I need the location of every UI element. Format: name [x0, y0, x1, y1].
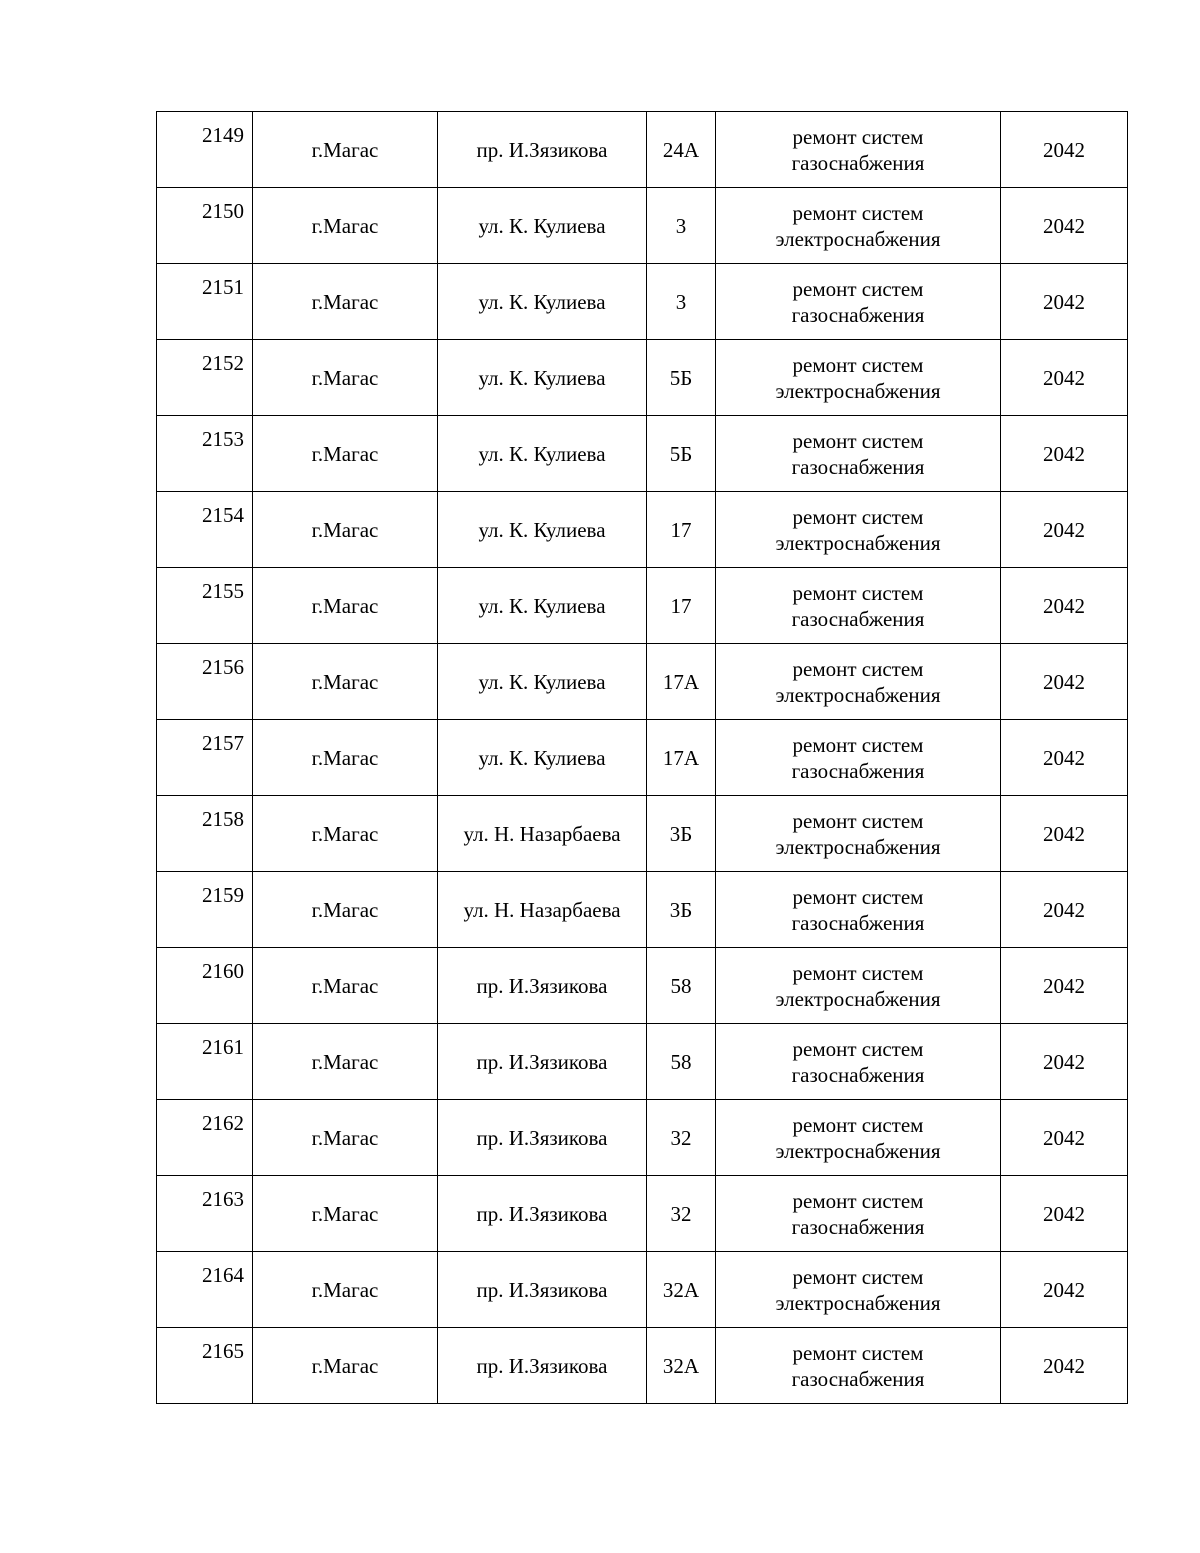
house-cell: 3Б [647, 796, 716, 872]
work-type-line-2: газоснабжения [791, 150, 925, 175]
house-cell: 3 [647, 264, 716, 340]
city-cell: г.Магас [253, 644, 438, 720]
street-cell: ул. К. Кулиева [438, 568, 647, 644]
table-row [157, 188, 1128, 264]
year-cell: 2042 [1001, 340, 1128, 416]
city-cell: г.Магас [253, 112, 438, 188]
street-cell: ул. К. Кулиева [438, 720, 647, 796]
year-cell: 2042 [1001, 796, 1128, 872]
row-number: 2160 [157, 948, 253, 1024]
work-type-cell [716, 112, 1001, 188]
work-type-line-1: ремонт систем [792, 124, 924, 149]
year-cell: 2042 [1001, 872, 1128, 948]
city-cell: г.Магас [253, 492, 438, 568]
house-cell: 17 [647, 568, 716, 644]
city-cell: г.Магас [253, 1328, 438, 1404]
table-row [157, 1328, 1128, 1404]
row-number: 2155 [157, 568, 253, 644]
row-number: 2164 [157, 1252, 253, 1328]
work-type-line-1: ремонт систем [792, 276, 924, 301]
row-number: 2151 [157, 264, 253, 340]
work-type-line-1: ремонт систем [792, 504, 924, 529]
work-type-cell [716, 644, 1001, 720]
work-type-cell [716, 1252, 1001, 1328]
table-row [157, 872, 1128, 948]
table-row [157, 644, 1128, 720]
row-number: 2150 [157, 188, 253, 264]
work-type-cell [716, 188, 1001, 264]
city-cell: г.Магас [253, 264, 438, 340]
work-type-cell [716, 1100, 1001, 1176]
table-row [157, 1024, 1128, 1100]
year-cell: 2042 [1001, 720, 1128, 796]
row-number: 2156 [157, 644, 253, 720]
work-type-cell [716, 720, 1001, 796]
work-type-line-1: ремонт систем [792, 352, 924, 377]
work-type-line-2: электроснабжения [775, 986, 941, 1011]
work-type-line-1: ремонт систем [792, 200, 924, 225]
year-cell: 2042 [1001, 492, 1128, 568]
row-number: 2154 [157, 492, 253, 568]
row-number: 2162 [157, 1100, 253, 1176]
work-type-cell [716, 568, 1001, 644]
work-type-line-2: газоснабжения [791, 1214, 925, 1239]
year-cell: 2042 [1001, 1024, 1128, 1100]
house-cell: 17 [647, 492, 716, 568]
work-type-line-2: электроснабжения [775, 1138, 941, 1163]
work-type-cell [716, 1024, 1001, 1100]
row-number: 2157 [157, 720, 253, 796]
year-cell: 2042 [1001, 1176, 1128, 1252]
work-type-line-2: электроснабжения [775, 1290, 941, 1315]
year-cell: 2042 [1001, 644, 1128, 720]
city-cell: г.Магас [253, 720, 438, 796]
house-cell: 3 [647, 188, 716, 264]
house-cell: 58 [647, 948, 716, 1024]
row-number: 2152 [157, 340, 253, 416]
work-type-line-2: электроснабжения [775, 682, 941, 707]
work-type-line-2: электроснабжения [775, 530, 941, 555]
street-cell: пр. И.Зязикова [438, 948, 647, 1024]
house-cell: 58 [647, 1024, 716, 1100]
year-cell: 2042 [1001, 948, 1128, 1024]
street-cell: пр. И.Зязикова [438, 112, 647, 188]
table-row [157, 112, 1128, 188]
work-type-line-1: ремонт систем [792, 1264, 924, 1289]
table-row [157, 568, 1128, 644]
table-body [157, 112, 1128, 1404]
work-type-line-1: ремонт систем [792, 428, 924, 453]
table-row [157, 796, 1128, 872]
table-row [157, 948, 1128, 1024]
house-cell: 5Б [647, 416, 716, 492]
year-cell: 2042 [1001, 1100, 1128, 1176]
table-row [157, 340, 1128, 416]
work-type-cell [716, 948, 1001, 1024]
table-row [157, 264, 1128, 340]
street-cell: ул. К. Кулиева [438, 264, 647, 340]
work-type-line-2: газоснабжения [791, 1366, 925, 1391]
street-cell: ул. К. Кулиева [438, 340, 647, 416]
year-cell: 2042 [1001, 1328, 1128, 1404]
work-type-line-1: ремонт систем [792, 960, 924, 985]
street-cell: ул. К. Кулиева [438, 492, 647, 568]
work-type-line-1: ремонт систем [792, 808, 924, 833]
year-cell: 2042 [1001, 1252, 1128, 1328]
city-cell: г.Магас [253, 1100, 438, 1176]
work-type-line-2: газоснабжения [791, 302, 925, 327]
street-cell: пр. И.Зязикова [438, 1252, 647, 1328]
city-cell: г.Магас [253, 872, 438, 948]
street-cell: ул. К. Кулиева [438, 644, 647, 720]
year-cell: 2042 [1001, 416, 1128, 492]
work-type-cell [716, 492, 1001, 568]
street-cell: пр. И.Зязикова [438, 1328, 647, 1404]
work-type-cell [716, 340, 1001, 416]
work-type-line-2: электроснабжения [775, 834, 941, 859]
work-type-line-1: ремонт систем [792, 580, 924, 605]
row-number: 2161 [157, 1024, 253, 1100]
document-page [156, 111, 1127, 1404]
work-type-line-2: газоснабжения [791, 1062, 925, 1087]
work-type-cell [716, 1328, 1001, 1404]
work-type-line-2: электроснабжения [775, 378, 941, 403]
work-type-cell [716, 416, 1001, 492]
year-cell: 2042 [1001, 188, 1128, 264]
street-cell: пр. И.Зязикова [438, 1024, 647, 1100]
work-type-cell [716, 1176, 1001, 1252]
house-cell: 5Б [647, 340, 716, 416]
house-cell: 32А [647, 1252, 716, 1328]
row-number: 2159 [157, 872, 253, 948]
city-cell: г.Магас [253, 188, 438, 264]
table-row [157, 720, 1128, 796]
street-cell: ул. Н. Назарбаева [438, 872, 647, 948]
work-type-line-2: электроснабжения [775, 226, 941, 251]
repair-schedule-table [156, 111, 1128, 1404]
city-cell: г.Магас [253, 340, 438, 416]
work-type-line-1: ремонт систем [792, 1340, 924, 1365]
city-cell: г.Магас [253, 1252, 438, 1328]
work-type-cell [716, 264, 1001, 340]
year-cell: 2042 [1001, 112, 1128, 188]
work-type-line-2: газоснабжения [791, 758, 925, 783]
row-number: 2149 [157, 112, 253, 188]
work-type-cell [716, 796, 1001, 872]
street-cell: пр. И.Зязикова [438, 1100, 647, 1176]
table-row [157, 1252, 1128, 1328]
year-cell: 2042 [1001, 264, 1128, 340]
house-cell: 32 [647, 1176, 716, 1252]
table-row [157, 1176, 1128, 1252]
table-row [157, 416, 1128, 492]
work-type-line-2: газоснабжения [791, 910, 925, 935]
row-number: 2153 [157, 416, 253, 492]
work-type-line-1: ремонт систем [792, 732, 924, 757]
work-type-line-1: ремонт систем [792, 1036, 924, 1061]
year-cell: 2042 [1001, 568, 1128, 644]
house-cell: 24А [647, 112, 716, 188]
house-cell: 3Б [647, 872, 716, 948]
row-number: 2165 [157, 1328, 253, 1404]
street-cell: пр. И.Зязикова [438, 1176, 647, 1252]
table-row [157, 492, 1128, 568]
house-cell: 32А [647, 1328, 716, 1404]
city-cell: г.Магас [253, 796, 438, 872]
work-type-line-1: ремонт систем [792, 884, 924, 909]
work-type-line-1: ремонт систем [792, 1188, 924, 1213]
street-cell: ул. Н. Назарбаева [438, 796, 647, 872]
street-cell: ул. К. Кулиева [438, 416, 647, 492]
row-number: 2158 [157, 796, 253, 872]
work-type-line-1: ремонт систем [792, 656, 924, 681]
house-cell: 32 [647, 1100, 716, 1176]
work-type-line-2: газоснабжения [791, 606, 925, 631]
house-cell: 17А [647, 720, 716, 796]
street-cell: ул. К. Кулиева [438, 188, 647, 264]
city-cell: г.Магас [253, 1176, 438, 1252]
city-cell: г.Магас [253, 1024, 438, 1100]
work-type-line-2: газоснабжения [791, 454, 925, 479]
city-cell: г.Магас [253, 416, 438, 492]
city-cell: г.Магас [253, 948, 438, 1024]
work-type-line-1: ремонт систем [792, 1112, 924, 1137]
work-type-cell [716, 872, 1001, 948]
city-cell: г.Магас [253, 568, 438, 644]
house-cell: 17А [647, 644, 716, 720]
row-number: 2163 [157, 1176, 253, 1252]
table-row [157, 1100, 1128, 1176]
